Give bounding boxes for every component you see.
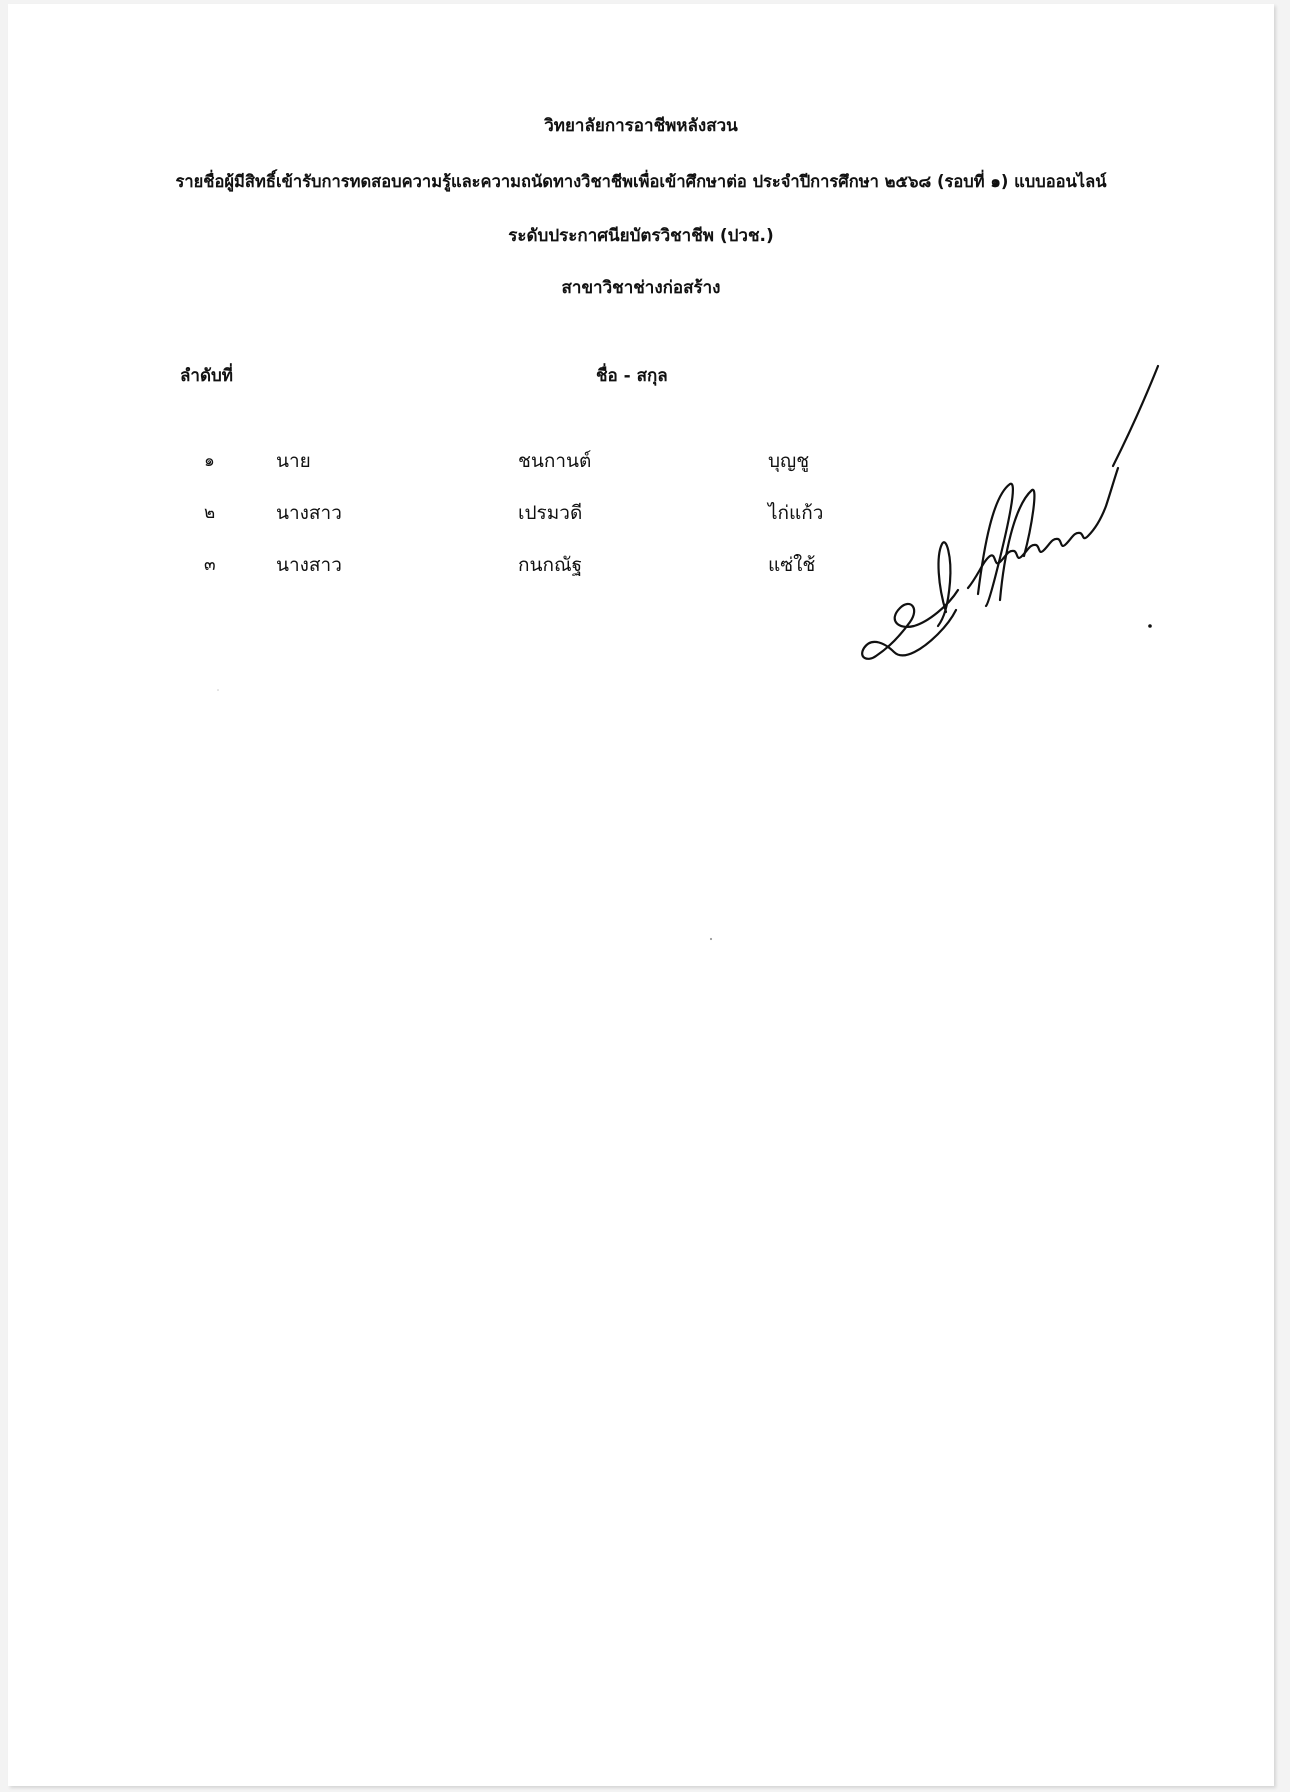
row-title: นางสาว xyxy=(276,554,342,576)
name-column-header: ชื่อ - สกุล xyxy=(596,366,668,386)
institution-title: วิทยาลัยการอาชีพหลังสวน xyxy=(544,116,738,136)
row-title: นาย xyxy=(276,450,311,472)
row-title: นางสาว xyxy=(276,502,342,524)
row-last-name: ไก่แก้ว xyxy=(768,502,824,524)
row-first-name: เปรมวดี xyxy=(518,502,583,524)
signature-dot xyxy=(1148,624,1152,628)
document-page xyxy=(8,4,1274,1786)
handwritten-signature xyxy=(828,356,1168,686)
order-column-header: ลำดับที่ xyxy=(180,366,234,386)
row-order: ๒ xyxy=(204,503,216,523)
education-level: ระดับประกาศนียบัตรวิชาชีพ (ปวช.) xyxy=(508,226,774,246)
row-first-name: กนกณัฐ xyxy=(518,554,583,576)
row-order: ๓ xyxy=(204,555,216,575)
row-order: ๑ xyxy=(204,451,215,471)
paper-specks xyxy=(8,4,1274,1786)
row-first-name: ชนกานต์ xyxy=(518,450,592,472)
department-name: สาขาวิชาช่างก่อสร้าง xyxy=(561,278,721,298)
row-last-name: บุญชู xyxy=(768,450,810,472)
announcement-title: รายชื่อผู้มีสิทธิ์เข้ารับการทดสอบความรู้และความถนัดทางวิชาชีพเพื่อเข้าศึกษาต่อ ประจำปีการศึกษา ๒๕๖๘ (รอบที่ ๑) แบบออนไลน์ xyxy=(175,172,1107,191)
row-last-name: แซ่ใช้ xyxy=(768,554,816,576)
